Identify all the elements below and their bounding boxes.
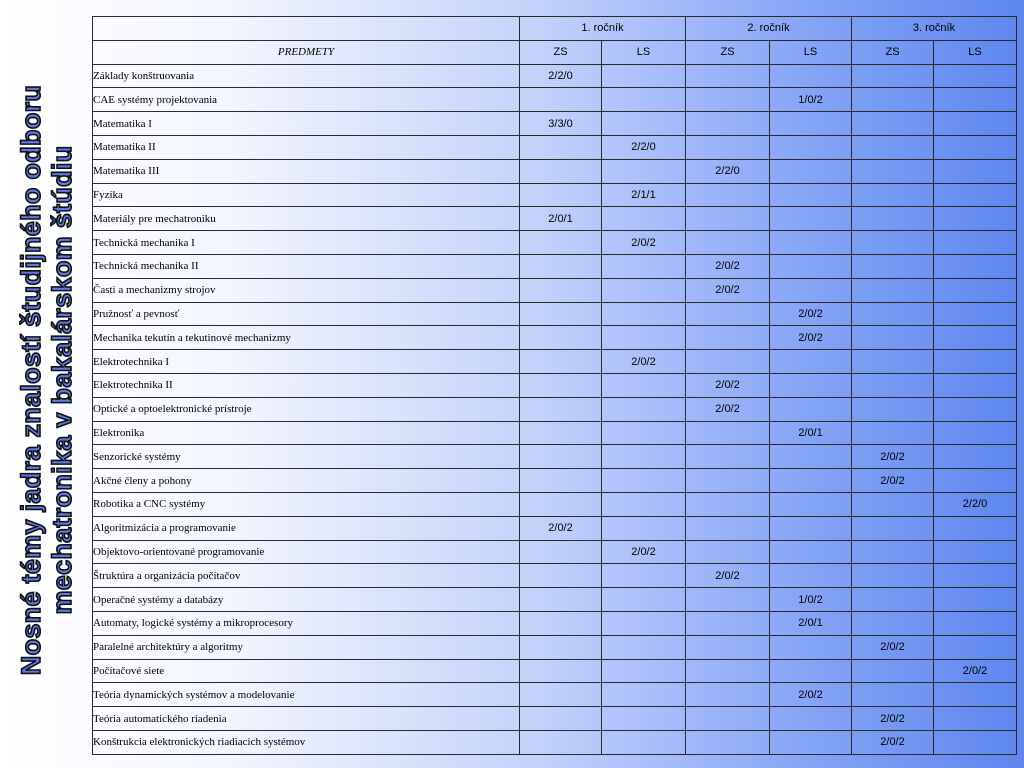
hours-cell: [686, 64, 770, 88]
hours-cell: [934, 588, 1017, 612]
hours-cell: [852, 659, 934, 683]
hours-cell: [686, 730, 770, 754]
hours-cell: 2/0/2: [770, 683, 852, 707]
hours-cell: [602, 421, 686, 445]
table-row: [93, 254, 1017, 278]
subject-name: Operačné systémy a databázy: [93, 588, 520, 612]
hours-cell: [686, 683, 770, 707]
subject-name: Matematika III: [93, 159, 520, 183]
hours-cell: [686, 492, 770, 516]
hours-cell: [934, 683, 1017, 707]
hours-cell: [520, 88, 602, 112]
hours-cell: [934, 207, 1017, 231]
year-header-1: 1. ročník: [520, 17, 686, 41]
table-row: [93, 207, 1017, 231]
hours-cell: 2/2/0: [934, 492, 1017, 516]
hours-cell: [770, 64, 852, 88]
hours-cell: [520, 730, 602, 754]
curriculum-table: [92, 16, 1017, 755]
subject-name: Matematika I: [93, 112, 520, 136]
table-row: [93, 635, 1017, 659]
semester-header-y3-zs: ZS: [852, 40, 934, 64]
hours-cell: [934, 112, 1017, 136]
hours-cell: [852, 516, 934, 540]
hours-cell: [770, 445, 852, 469]
subject-name: Robotika a CNC systémy: [93, 492, 520, 516]
table-row: [93, 159, 1017, 183]
table-row: [93, 564, 1017, 588]
slide-title-line-1: Nosné témy jadra znalostí študijného odboru: [16, 84, 46, 676]
hours-cell: [520, 397, 602, 421]
hours-cell: [934, 540, 1017, 564]
table-row: [93, 492, 1017, 516]
hours-cell: [520, 659, 602, 683]
hours-cell: [602, 469, 686, 493]
table-row: [93, 730, 1017, 754]
hours-cell: [852, 350, 934, 374]
hours-cell: 2/2/0: [602, 135, 686, 159]
slide-title-text: [16, 85, 78, 675]
hours-cell: [770, 183, 852, 207]
subject-name: Technická mechanika I: [93, 231, 520, 255]
hours-cell: [934, 445, 1017, 469]
table-row: [93, 135, 1017, 159]
subject-name: Elektronika: [93, 421, 520, 445]
subjects-column-header: PREDMETY: [93, 40, 520, 64]
hours-cell: [686, 445, 770, 469]
hours-cell: [686, 611, 770, 635]
hours-cell: [520, 373, 602, 397]
subject-name: Fyzika: [93, 183, 520, 207]
hours-cell: [934, 397, 1017, 421]
hours-cell: [520, 231, 602, 255]
hours-cell: [686, 207, 770, 231]
hours-cell: [934, 707, 1017, 731]
hours-cell: [770, 207, 852, 231]
hours-cell: [520, 278, 602, 302]
hours-cell: 2/0/2: [686, 397, 770, 421]
slide-title-line-2: mechatronika v bakalárskom štúdiu: [47, 145, 77, 615]
hours-cell: [770, 469, 852, 493]
subject-name: Teória dynamických systémov a modelovanie: [93, 683, 520, 707]
table-row: [93, 350, 1017, 374]
hours-cell: [520, 183, 602, 207]
hours-cell: [770, 135, 852, 159]
hours-cell: [852, 564, 934, 588]
hours-cell: [934, 64, 1017, 88]
table-row: [93, 112, 1017, 136]
hours-cell: [602, 64, 686, 88]
hours-cell: [852, 492, 934, 516]
hours-cell: [520, 302, 602, 326]
hours-cell: [602, 397, 686, 421]
hours-cell: [852, 64, 934, 88]
subject-name: Elektrotechnika II: [93, 373, 520, 397]
hours-cell: 2/0/2: [852, 445, 934, 469]
hours-cell: [852, 183, 934, 207]
hours-cell: [520, 135, 602, 159]
subject-name: Objektovo-orientované programovanie: [93, 540, 520, 564]
hours-cell: [934, 611, 1017, 635]
hours-cell: [852, 207, 934, 231]
hours-cell: [852, 326, 934, 350]
hours-cell: [852, 135, 934, 159]
hours-cell: 2/0/2: [686, 278, 770, 302]
table-row: [93, 302, 1017, 326]
hours-cell: 2/0/2: [686, 564, 770, 588]
hours-cell: [852, 421, 934, 445]
subject-name: Základy konštruovania: [93, 64, 520, 88]
hours-cell: [934, 516, 1017, 540]
hours-cell: [602, 445, 686, 469]
year-header-2: 2. ročník: [686, 17, 852, 41]
hours-cell: [852, 254, 934, 278]
hours-cell: 2/0/2: [852, 730, 934, 754]
hours-cell: [852, 88, 934, 112]
hours-cell: [686, 231, 770, 255]
hours-cell: [934, 469, 1017, 493]
hours-cell: [602, 564, 686, 588]
hours-cell: [686, 421, 770, 445]
hours-cell: 2/0/2: [602, 231, 686, 255]
hours-cell: [520, 326, 602, 350]
table-row: [93, 611, 1017, 635]
hours-cell: [934, 326, 1017, 350]
hours-cell: [770, 635, 852, 659]
subject-name: Štruktúra a organizácia počítačov: [93, 564, 520, 588]
hours-cell: [770, 350, 852, 374]
hours-cell: [520, 350, 602, 374]
hours-cell: 1/0/2: [770, 588, 852, 612]
hours-cell: [602, 683, 686, 707]
subject-name: Elektrotechnika I: [93, 350, 520, 374]
hours-cell: [686, 588, 770, 612]
hours-cell: [770, 254, 852, 278]
hours-cell: 1/0/2: [770, 88, 852, 112]
table-row: [93, 397, 1017, 421]
subject-name: Teória automatického riadenia: [93, 707, 520, 731]
table-row: [93, 183, 1017, 207]
hours-cell: [686, 135, 770, 159]
hours-cell: 3/3/0: [520, 112, 602, 136]
subject-name: Akčné členy a pohony: [93, 469, 520, 493]
hours-cell: [602, 635, 686, 659]
hours-cell: 2/0/2: [520, 516, 602, 540]
hours-cell: [770, 730, 852, 754]
subject-name: Paralelné architektúry a algoritmy: [93, 635, 520, 659]
subject-name: Konštrukcia elektronických riadiacich systémov: [93, 730, 520, 754]
table-row: [93, 445, 1017, 469]
hours-cell: [852, 231, 934, 255]
subject-name: CAE systémy projektovania: [93, 88, 520, 112]
hours-cell: [770, 492, 852, 516]
subject-name: Časti a mechanizmy strojov: [93, 278, 520, 302]
hours-cell: 2/0/2: [686, 373, 770, 397]
table-row: [93, 326, 1017, 350]
hours-cell: [852, 397, 934, 421]
table-row: [93, 683, 1017, 707]
hours-cell: [770, 159, 852, 183]
hours-cell: [602, 492, 686, 516]
hours-cell: [602, 326, 686, 350]
subject-name: Automaty, logické systémy a mikroprocesory: [93, 611, 520, 635]
table-row: [93, 373, 1017, 397]
hours-cell: [520, 707, 602, 731]
table-row: [93, 421, 1017, 445]
hours-cell: [520, 469, 602, 493]
table-row: [93, 278, 1017, 302]
subject-name: Optické a optoelektronické prístroje: [93, 397, 520, 421]
hours-cell: 2/0/2: [852, 635, 934, 659]
hours-cell: [686, 659, 770, 683]
hours-cell: [602, 112, 686, 136]
hours-cell: [934, 159, 1017, 183]
semester-header-y1-ls: LS: [602, 40, 686, 64]
hours-cell: 2/0/2: [770, 302, 852, 326]
hours-cell: [770, 540, 852, 564]
hours-cell: [934, 302, 1017, 326]
curriculum-table-body: [93, 64, 1017, 754]
semester-header-row: [93, 40, 1017, 64]
hours-cell: [686, 326, 770, 350]
hours-cell: 2/1/1: [602, 183, 686, 207]
table-row: [93, 707, 1017, 731]
hours-cell: [852, 302, 934, 326]
hours-cell: [602, 278, 686, 302]
hours-cell: [770, 397, 852, 421]
hours-cell: 2/0/1: [770, 421, 852, 445]
year-header-3: 3. ročník: [852, 17, 1017, 41]
hours-cell: [934, 231, 1017, 255]
table-row: [93, 231, 1017, 255]
hours-cell: [770, 659, 852, 683]
hours-cell: [602, 588, 686, 612]
hours-cell: [934, 350, 1017, 374]
subject-name: Algoritmizácia a programovanie: [93, 516, 520, 540]
hours-cell: [602, 611, 686, 635]
hours-cell: [852, 683, 934, 707]
hours-cell: [520, 635, 602, 659]
hours-cell: [520, 445, 602, 469]
hours-cell: [852, 278, 934, 302]
slide-title: [2, 40, 92, 720]
hours-cell: [520, 588, 602, 612]
hours-cell: [686, 540, 770, 564]
hours-cell: [602, 207, 686, 231]
hours-cell: [770, 707, 852, 731]
hours-cell: [520, 540, 602, 564]
hours-cell: [770, 516, 852, 540]
hours-cell: [602, 730, 686, 754]
hours-cell: [686, 350, 770, 374]
hours-cell: [686, 112, 770, 136]
hours-cell: [520, 683, 602, 707]
hours-cell: [934, 278, 1017, 302]
subject-name: Senzorické systémy: [93, 445, 520, 469]
hours-cell: [520, 564, 602, 588]
semester-header-y2-zs: ZS: [686, 40, 770, 64]
hours-cell: 2/0/2: [602, 540, 686, 564]
hours-cell: [602, 302, 686, 326]
hours-cell: [934, 183, 1017, 207]
hours-cell: [686, 469, 770, 493]
hours-cell: [770, 278, 852, 302]
hours-cell: [602, 373, 686, 397]
hours-cell: [520, 611, 602, 635]
hours-cell: [770, 373, 852, 397]
hours-cell: [934, 373, 1017, 397]
hours-cell: [602, 159, 686, 183]
hours-cell: [602, 88, 686, 112]
table-row: [93, 540, 1017, 564]
hours-cell: [686, 516, 770, 540]
hours-cell: [602, 516, 686, 540]
year-header-row: [93, 17, 1017, 41]
hours-cell: 2/0/2: [852, 707, 934, 731]
semester-header-y2-ls: LS: [770, 40, 852, 64]
hours-cell: [520, 421, 602, 445]
hours-cell: [770, 112, 852, 136]
hours-cell: [686, 88, 770, 112]
hours-cell: [520, 492, 602, 516]
hours-cell: [934, 88, 1017, 112]
hours-cell: [934, 730, 1017, 754]
table-row: [93, 469, 1017, 493]
hours-cell: [686, 302, 770, 326]
hours-cell: [520, 254, 602, 278]
table-row: [93, 659, 1017, 683]
hours-cell: [852, 112, 934, 136]
hours-cell: 2/0/2: [934, 659, 1017, 683]
hours-cell: [686, 183, 770, 207]
hours-cell: [934, 421, 1017, 445]
hours-cell: 2/0/2: [852, 469, 934, 493]
hours-cell: [602, 659, 686, 683]
hours-cell: [934, 564, 1017, 588]
hours-cell: 2/0/1: [770, 611, 852, 635]
header-corner-cell: [93, 17, 520, 41]
subject-name: Technická mechanika II: [93, 254, 520, 278]
hours-cell: 2/0/2: [686, 254, 770, 278]
hours-cell: 2/0/2: [602, 350, 686, 374]
table-row: [93, 88, 1017, 112]
hours-cell: [852, 159, 934, 183]
subject-name: Pružnosť a pevnosť: [93, 302, 520, 326]
hours-cell: [852, 588, 934, 612]
hours-cell: [686, 707, 770, 731]
hours-cell: [520, 159, 602, 183]
hours-cell: 2/0/2: [770, 326, 852, 350]
hours-cell: [602, 254, 686, 278]
subject-name: Počítačové siete: [93, 659, 520, 683]
hours-cell: [852, 373, 934, 397]
hours-cell: [934, 254, 1017, 278]
subject-name: Matematika II: [93, 135, 520, 159]
hours-cell: [602, 707, 686, 731]
hours-cell: 2/2/0: [686, 159, 770, 183]
hours-cell: [686, 635, 770, 659]
hours-cell: [934, 635, 1017, 659]
hours-cell: [852, 611, 934, 635]
hours-cell: [852, 540, 934, 564]
hours-cell: [770, 564, 852, 588]
subject-name: Materiály pre mechatroniku: [93, 207, 520, 231]
table-row: [93, 588, 1017, 612]
hours-cell: [770, 231, 852, 255]
table-row: [93, 516, 1017, 540]
subject-name: Mechanika tekutín a tekutinové mechanizmy: [93, 326, 520, 350]
semester-header-y3-ls: LS: [934, 40, 1017, 64]
hours-cell: [934, 135, 1017, 159]
hours-cell: 2/0/1: [520, 207, 602, 231]
semester-header-y1-zs: ZS: [520, 40, 602, 64]
hours-cell: 2/2/0: [520, 64, 602, 88]
table-row: [93, 64, 1017, 88]
